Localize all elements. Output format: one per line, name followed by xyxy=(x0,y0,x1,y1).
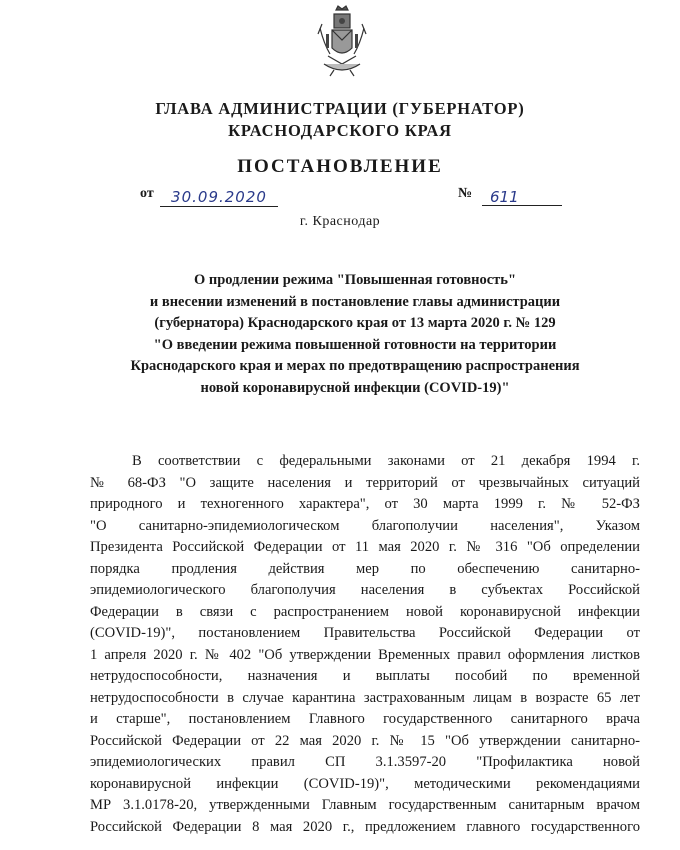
body-line: (COVID-19)", постановлением Правительства Российской Федерации от xyxy=(90,625,640,641)
body-line: "О санитарно-эпидемиологическом благополучии населения", Указом xyxy=(90,517,640,534)
subject-line: "О введении режима повышенной готовности на территории xyxy=(153,336,557,353)
body-line: нетрудоспособности в случае карантина застрахованным лицам в возрасте 65 лет xyxy=(90,689,640,706)
document-type: ПОСТАНОВЛЕНИЕ xyxy=(237,156,443,177)
body-line: Российской Федерации от 22 мая 2020 г. № 15 "Об утверждении санитарно- xyxy=(90,732,640,749)
body-line: эпидемиологических правил СП 3.1.3597-20 "Профилактика новой xyxy=(90,754,640,770)
date-value: 30.09.2020 xyxy=(160,188,278,207)
body-line: природного и техногенного характера", от 30 марта 1999 г. № 52-ФЗ xyxy=(90,496,640,512)
body-line: МР 3.1.0178-20, утвержденными Главным государственным санитарным врачом xyxy=(90,797,640,813)
body-line: и старше", постановлением Главного государственного санитарного врача xyxy=(90,711,640,727)
body-line: коронавирусной инфекции (COVID-19)", методическими рекомендациями xyxy=(90,775,640,792)
body-line: Президента Российской Федерации от 11 мая 2020 г. № 316 "Об определении xyxy=(90,539,640,555)
subject-line: и внесении изменений в постановление главы администрации xyxy=(149,293,561,310)
subject-line: О продлении режима "Повышенная готовность" xyxy=(193,272,517,288)
date-label: от xyxy=(140,186,154,201)
document-subject xyxy=(60,270,650,399)
body-line: порядка продления действия мер по обеспечению санитарно- xyxy=(90,560,640,577)
body-line: 1 апреля 2020 г. № 402 "Об утверждении Временных правил оформления листков xyxy=(90,646,640,663)
issuer-title-line: ГЛАВА АДМИНИСТРАЦИИ (ГУБЕРНАТОР) xyxy=(155,99,525,118)
issuer-title-line: КРАСНОДАРСКОГО КРАЯ xyxy=(228,121,452,140)
number-label: № xyxy=(458,186,473,201)
body-line: В соответствии с федеральными законами от 21 декабря 1994 г. xyxy=(132,453,640,469)
krasnodar-coat-of-arms-icon xyxy=(314,4,370,78)
body-line: Федерации в связи с распространением новой коронавирусной инфекции xyxy=(90,603,640,620)
body-line: эпидемиологического благополучия населения в субъектах Российской xyxy=(90,582,640,598)
number-value: 611 xyxy=(482,188,562,206)
subject-line: (губернатора) Краснодарского края от 13 марта 2020 г. № 129 xyxy=(154,315,556,331)
body-line: № 68-ФЗ "О защите населения и территорий от чрезвычайных ситуаций xyxy=(90,474,640,491)
body-paragraph xyxy=(90,451,640,838)
body-line: нетрудоспособности, назначения и выплаты пособий по временной xyxy=(90,668,640,684)
body-line: Российской Федерации 8 мая 2020 г., предложением главного государственного xyxy=(90,818,640,835)
subject-line: новой коронавирусной инфекции (COVID-19)" xyxy=(200,379,510,396)
subject-line: Краснодарского края и мерах по предотвращению распространения xyxy=(130,358,580,374)
city-name: г. Краснодар xyxy=(299,214,381,229)
issuer-title xyxy=(0,98,680,142)
